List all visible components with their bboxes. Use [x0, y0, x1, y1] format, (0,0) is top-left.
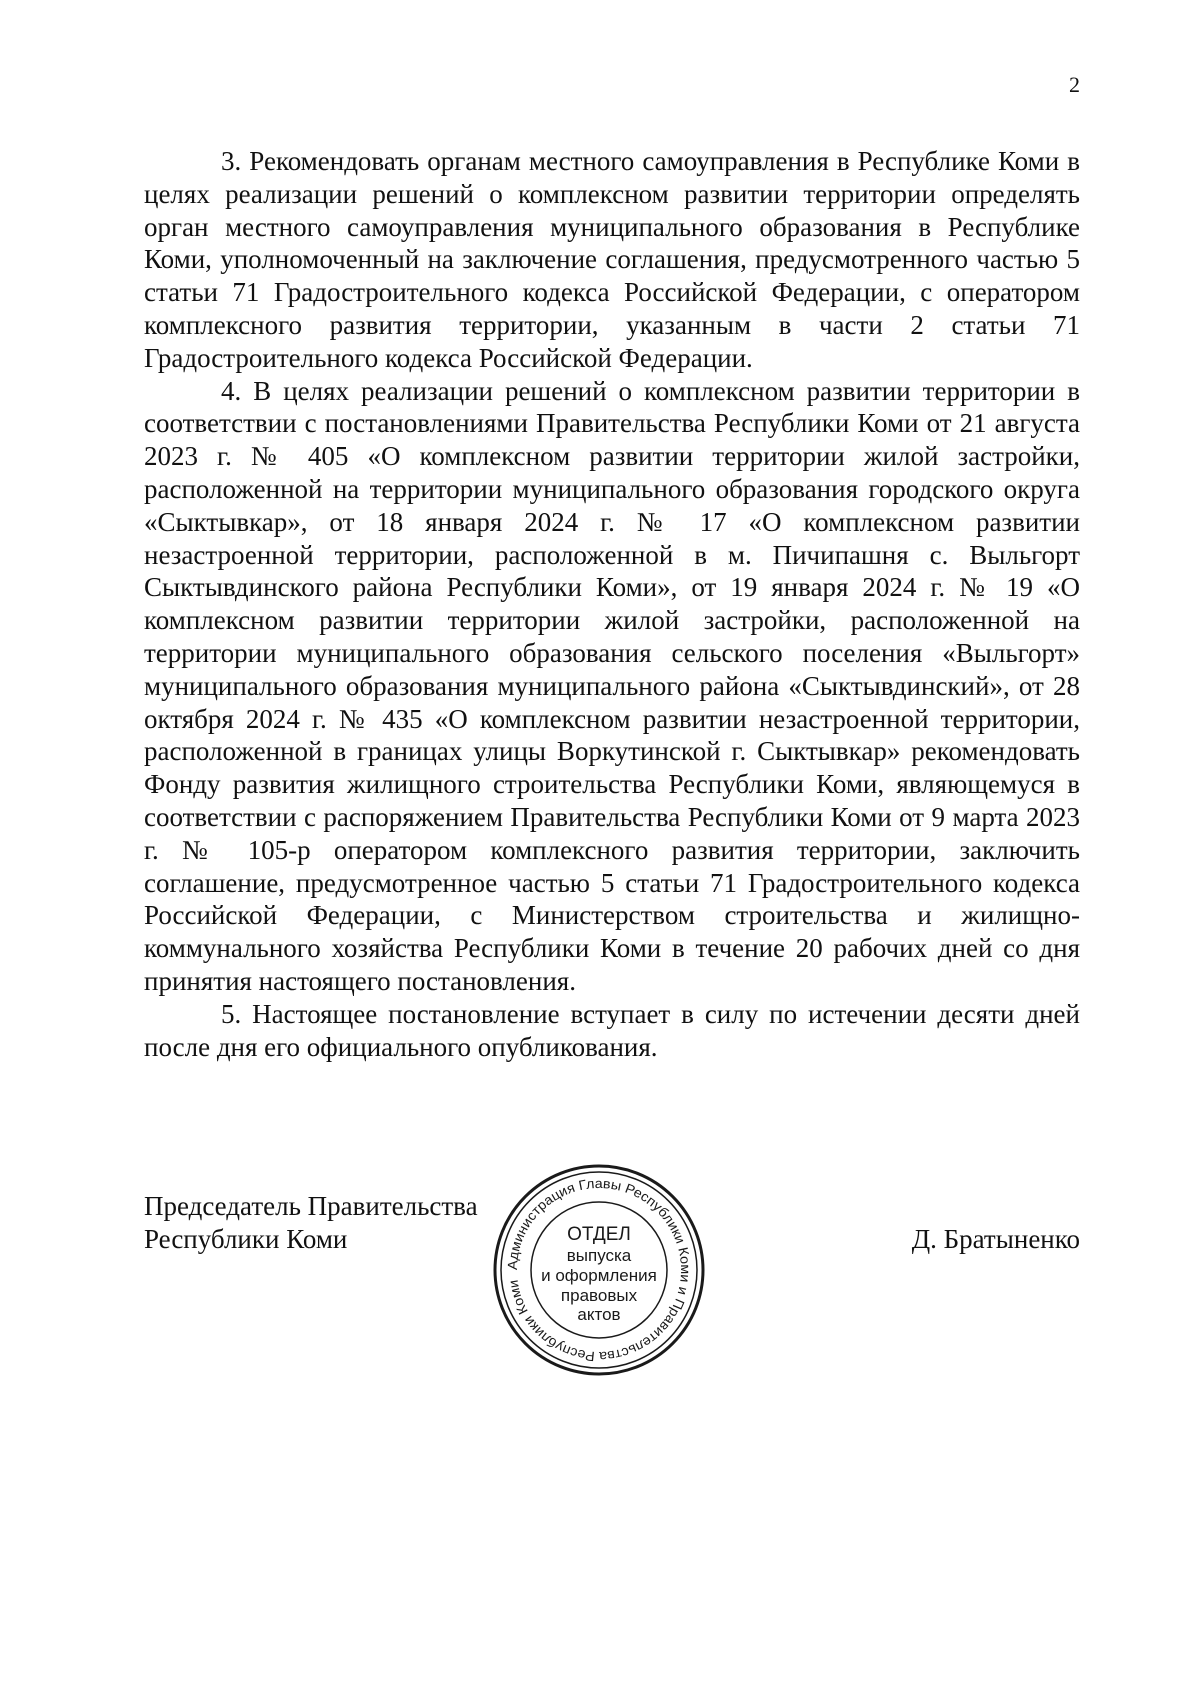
stamp-center-line-4: правовых	[560, 1286, 638, 1305]
paragraph-3: 3. Рекомендовать органам местного самоуправления в Республике Коми в целях реализации решений о комплексном развитии территории определять орган местного самоуправления муниципального образования в Республике Коми, уполномоченный на заключение соглашения, предусмотренного частью 5 статьи 71 Градостроительного кодекса Российской Федерации, с оператором комплексного развития территории, указанным в части 2 статьи 71 Градостроительного кодекса Российской Федерации.	[144, 146, 1080, 373]
stamp-center-line-1: ОТДЕЛ	[567, 1224, 631, 1245]
stamp-center-line-3: и оформления	[541, 1266, 657, 1285]
paragraph-5: 5. Настоящее постановление вступает в силу по истечении десяти дней после дня его официального опубликования.	[144, 998, 1080, 1062]
stamp-center-line-5: актов	[577, 1305, 621, 1324]
signature-block	[144, 1160, 1080, 1400]
signatory-name: Д. Братыненко	[911, 1224, 1080, 1254]
stamp-seal-icon	[489, 1160, 709, 1380]
signatory-position-line-1: Председатель Правительства	[144, 1191, 478, 1221]
signatory-position-line-2: Республики Коми	[144, 1224, 348, 1254]
official-stamp	[489, 1160, 709, 1380]
paragraph-4: 4. В целях реализации решений о комплексном развитии территории в соответствии с постановлениями Правительства Республики Коми от 21 августа 2023 г. № 405 «О комплексном развитии территории жилой застройки, расположенной на территории муниципального образования городского округа «Сыктывкар», от 18 января 2024 г. № 17 «О комплексном развитии незастроенной территории, расположенной в м. Пичипашня с. Выльгорт Сыктывдинского района Республики Коми», от 19 января 2024 г. № 19 «О комплексном развитии территории жилой застройки, расположенной на территории муниципального образования сельского поселения «Выльгорт» муниципального образования муниципального района «Сыктывдинский», от 28 октября 2024 г. № 435 «О комплексном развитии незастроенной территории, расположенной в границах улицы Воркутинской г. Сыктывкар» рекомендовать Фонду развития жилищного строительства Республики Коми, являющемуся в соответствии с распоряжением Правительства Республики Коми от 9 марта 2023 г. № 105-р оператором комплексного развития территории, заключить соглашение, предусмотренное частью 5 статьи 71 Градостроительного кодекса Российской Федерации, с Министерством строительства и жилищно-коммунального хозяйства Республики Коми в течение 20 рабочих дней со дня принятия настоящего постановления.	[144, 375, 1080, 996]
stamp-ring-text: Администрация Главы Республики Коми и Правительства Республики Коми	[504, 1175, 694, 1365]
stamp-center-line-2: выпуска	[566, 1246, 632, 1265]
page-number: 2	[1069, 72, 1080, 97]
document-body	[144, 145, 1080, 1063]
signatory-position	[144, 1190, 478, 1256]
